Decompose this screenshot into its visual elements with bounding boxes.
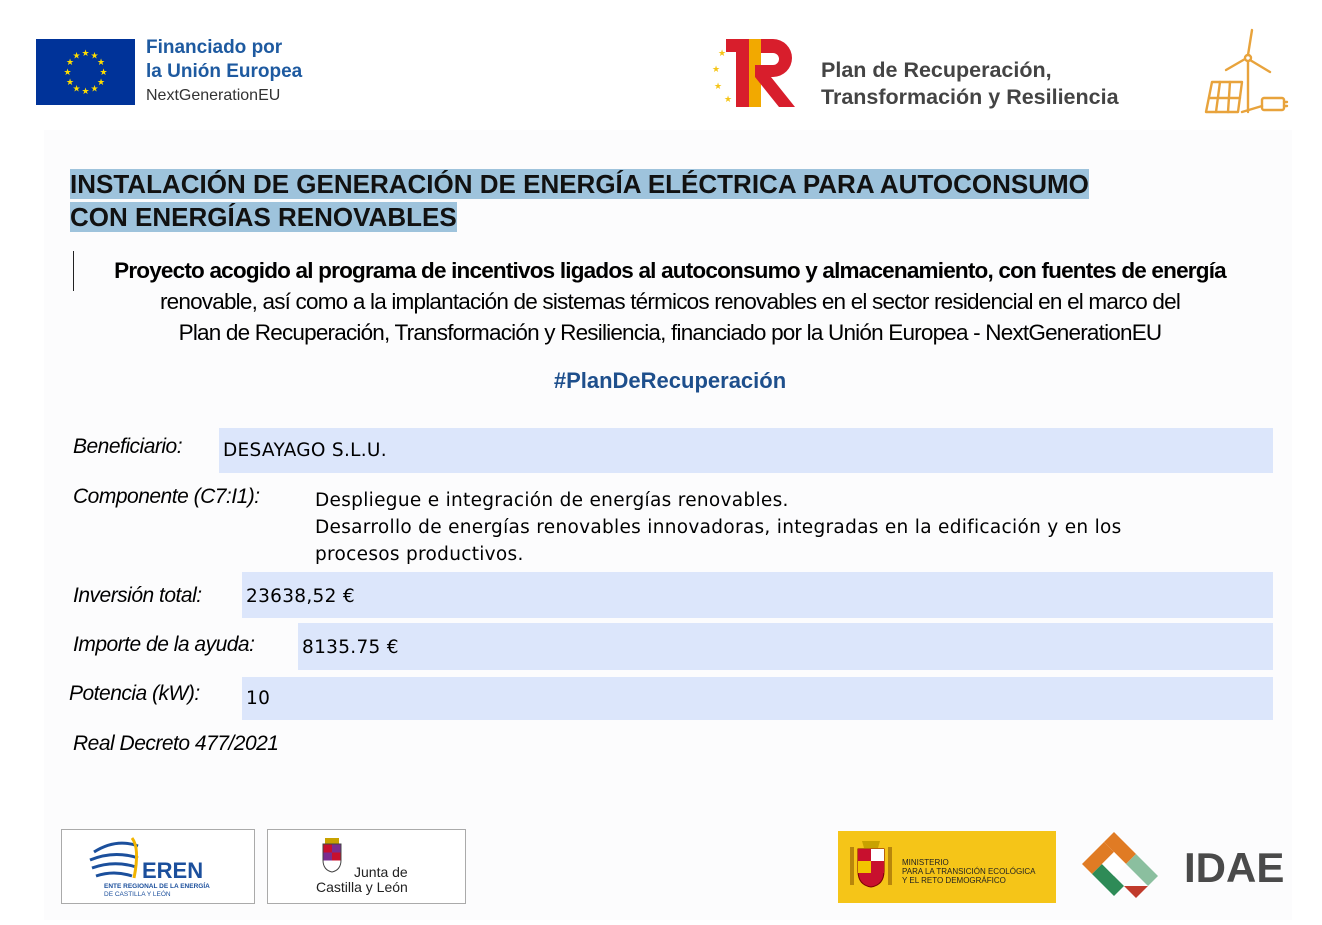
svg-text:★: ★ [81, 49, 90, 59]
idae-name: IDAE [1184, 844, 1285, 891]
importe-value: 8135.75 € [302, 637, 399, 658]
real-decreto: Real Decreto 477/2021 [73, 732, 279, 755]
page-title [70, 168, 1220, 234]
eu-line-1: Financiado por [146, 37, 283, 58]
description-line-1: Proyecto acogido al programa de incentivos ligados al autoconsumo y almacenamiento, con fuentes de energía [114, 258, 1226, 283]
svg-text:★: ★ [72, 84, 81, 95]
inversion-field [242, 572, 1273, 618]
prtr-line-2: Transformación y Resiliencia [821, 85, 1119, 109]
svg-text:★: ★ [718, 49, 727, 59]
prtr-line-1: Plan de Recuperación, [821, 58, 1052, 82]
eren-subtitle-1: ENTE REGIONAL DE LA ENERGÍA [104, 883, 210, 890]
svg-text:★: ★ [65, 58, 75, 68]
eren-swoosh-icon [90, 838, 138, 878]
eren-logo [61, 829, 255, 904]
ministry-logo [838, 831, 1056, 903]
eu-flag-logo [36, 39, 135, 105]
title-line-2: CON ENERGÍAS RENOVABLES [70, 202, 457, 232]
description-line-3: Plan de Recuperación, Transformación y Resiliencia, financiado por la Unión Europea - NextGenerationEU [178, 320, 1162, 345]
ministry-line-3: Y EL RETO DEMOGRÁFICO [902, 876, 1006, 885]
inversion-label: Inversión total: [73, 584, 202, 607]
eren-subtitle-2: DE CASTILLA Y LEÓN [104, 891, 171, 898]
svg-text:★: ★ [90, 51, 99, 62]
potencia-value: 10 [246, 688, 271, 709]
jcyl-line-2: Castilla y León [316, 879, 408, 895]
beneficiario-label: Beneficiario: [73, 435, 183, 458]
componente-line-1: Despliegue e integración de energías renovables. [315, 490, 789, 511]
componente-line-3: procesos productivos. [315, 544, 524, 565]
renewable-energy-icon [1198, 28, 1293, 116]
spain-coat-of-arms-icon [850, 841, 892, 887]
eu-line-2: la Unión Europea [146, 61, 303, 82]
svg-text:★: ★ [96, 78, 106, 88]
svg-text:★: ★ [81, 87, 90, 97]
idae-logo [1076, 830, 1296, 904]
componente-value [315, 487, 1122, 568]
eren-name: EREN [142, 858, 204, 883]
svg-text:★: ★ [90, 84, 99, 95]
prtr-text [821, 57, 1119, 111]
componente-line-2: Desarrollo de energías renovables innovadoras, integradas en la edificación y en los [315, 517, 1122, 538]
importe-label: Importe de la ayuda: [73, 633, 255, 656]
beneficiario-value: DESAYAGO S.L.U. [223, 440, 387, 461]
idae-diamond-icon [1082, 832, 1158, 898]
eu-line-3: NextGenerationEU [146, 87, 281, 104]
coat-of-arms-icon [323, 838, 341, 872]
project-description [70, 255, 1270, 348]
svg-text:★: ★ [99, 68, 108, 78]
hashtag: #PlanDeRecuperación [553, 368, 787, 393]
svg-text:★: ★ [96, 58, 106, 68]
svg-text:★: ★ [714, 82, 723, 92]
inversion-value: 23638,52 € [246, 586, 355, 607]
svg-text:★: ★ [72, 51, 81, 62]
ministry-line-2: PARA LA TRANSICIÓN ECOLÓGICA [902, 867, 1036, 876]
svg-text:★: ★ [712, 65, 721, 75]
description-line-2: renovable, así como a la implantación de sistemas térmicos renovables en el sector residencial en el marco del [159, 289, 1181, 314]
importe-field [298, 623, 1273, 670]
potencia-field [242, 677, 1273, 720]
title-line-1: INSTALACIÓN DE GENERACIÓN DE ENERGÍA ELÉCTRICA PARA AUTOCONSUMO [70, 169, 1089, 199]
svg-text:★: ★ [63, 68, 72, 78]
componente-label: Componente (C7:I1): [73, 485, 260, 508]
eu-funding-text [146, 36, 302, 108]
ministry-line-1: MINISTERIO [902, 858, 949, 867]
junta-castilla-leon-logo [267, 829, 466, 904]
svg-text:★: ★ [65, 78, 75, 88]
potencia-label: Potencia (kW): [69, 682, 200, 705]
prtr-logo [708, 36, 803, 111]
jcyl-line-1: Junta de [354, 864, 408, 880]
svg-text:★: ★ [724, 95, 733, 105]
